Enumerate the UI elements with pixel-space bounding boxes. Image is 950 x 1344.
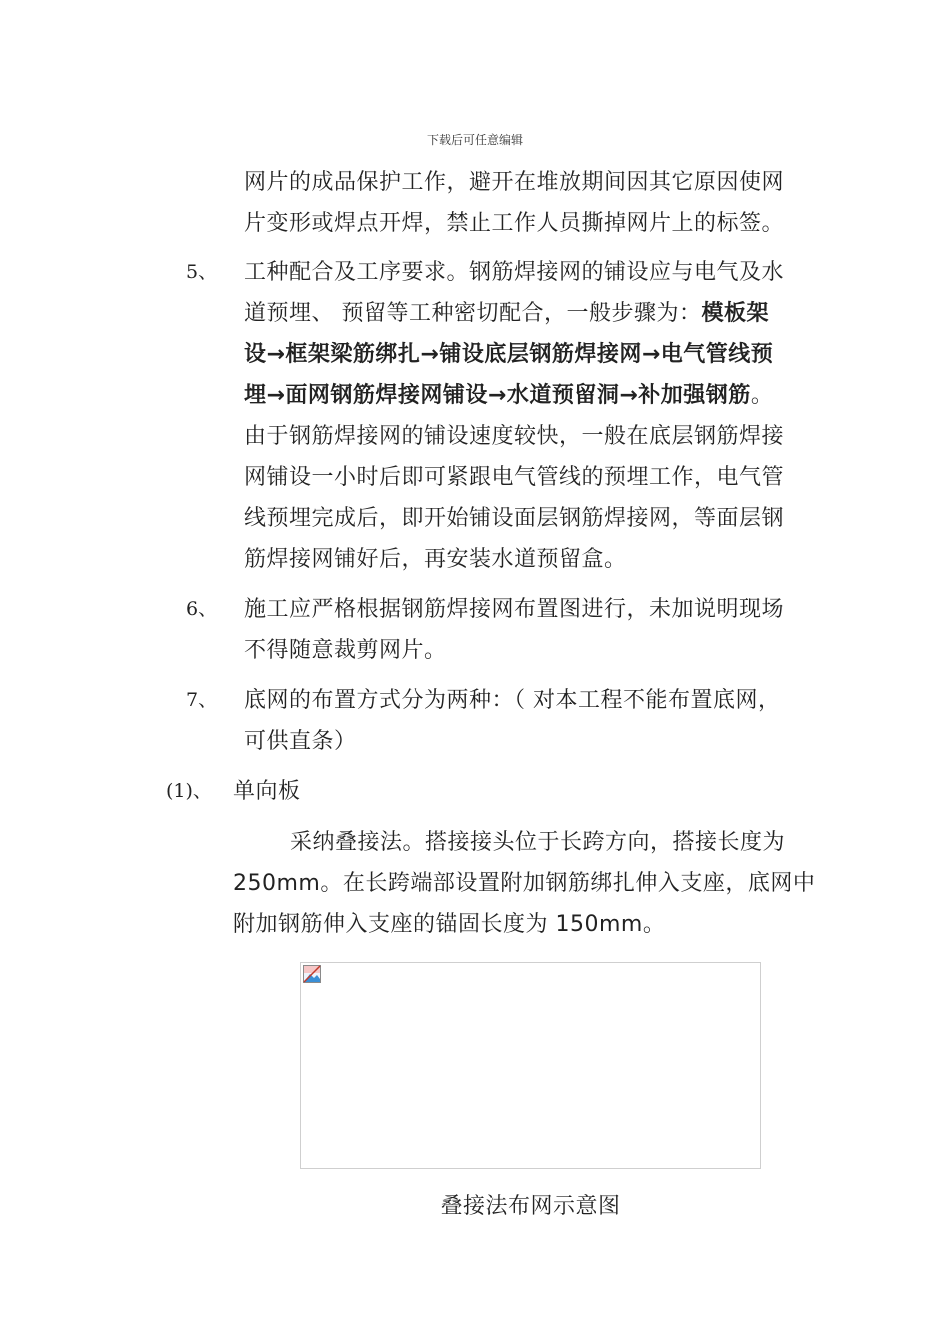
item-7-number: 7、 [186, 689, 218, 711]
continuation-line-2: 片变形或焊点开焊，禁止工作人员撕掉网片上的标签。 [244, 211, 785, 236]
item-5-number: 5、 [186, 261, 218, 283]
page-header: 下载后可任意编辑 [426, 133, 523, 147]
continuation-line-1: 网片的成品保护工作，避开在堆放期间因其它原因使网 [244, 170, 785, 195]
item-5-line-1: 工种配合及工序要求。钢筋焊接网的铺设应与电气及水 [244, 260, 785, 285]
item-7-line-2: 可供直条） [244, 729, 357, 754]
sub-1-title: 单向板 [233, 779, 301, 804]
item-5-rest-3: 线预埋完成后，即开始铺设面层钢筋焊接网，等面层钢 [244, 506, 785, 531]
item-5-line-4-end: 。 [750, 383, 774, 408]
item-5-line-2 [244, 293, 769, 334]
item-6-line-1: 施工应严格根据钢筋焊接网布置图进行，未加说明现场 [244, 597, 785, 622]
item-5-line-2-text: 道预埋、 预留等工种密切配合，一般步骤为： [244, 301, 702, 326]
item-5-step-start: 模板架 [701, 301, 770, 326]
item-5-steps-line-4: 埋→面网钢筋焊接网铺设→水道预留洞→补加强钢筋 [244, 383, 751, 408]
figure-frame [300, 962, 761, 1169]
item-5-rest-2: 网铺设一小时后即可紧跟电气管线的预埋工作，电气管 [244, 465, 785, 490]
item-5-rest-1: 由于钢筋焊接网的铺设速度较快，一般在底层钢筋焊接 [244, 424, 785, 449]
item-5-line-4 [244, 375, 773, 416]
sub-1-line-1: 采纳叠接法。搭接接头位于长跨方向，搭接长度为 [290, 830, 786, 855]
item-7-line-1: 底网的布置方式分为两种：（ 对本工程不能布置底网， [244, 688, 781, 713]
broken-image-icon [303, 965, 321, 983]
item-5-steps-line-3: 设→框架梁筋绑扎→铺设底层钢筋焊接网→电气管线预 [244, 342, 774, 367]
item-5-rest-4: 筋焊接网铺好后，再安装水道预留盒。 [244, 547, 627, 572]
figure-caption: 叠接法布网示意图 [440, 1194, 621, 1219]
sub-1-line-3: 附加钢筋伸入支座的锚固长度为 150mm。 [233, 912, 666, 937]
item-6-line-2: 不得随意裁剪网片。 [244, 638, 447, 663]
sub-1-number: (1)、 [166, 780, 212, 802]
sub-1-line-2: 250mm。在长跨端部设置附加钢筋绑扎伸入支座，底网中 [233, 871, 816, 896]
item-6-number: 6、 [186, 598, 218, 620]
